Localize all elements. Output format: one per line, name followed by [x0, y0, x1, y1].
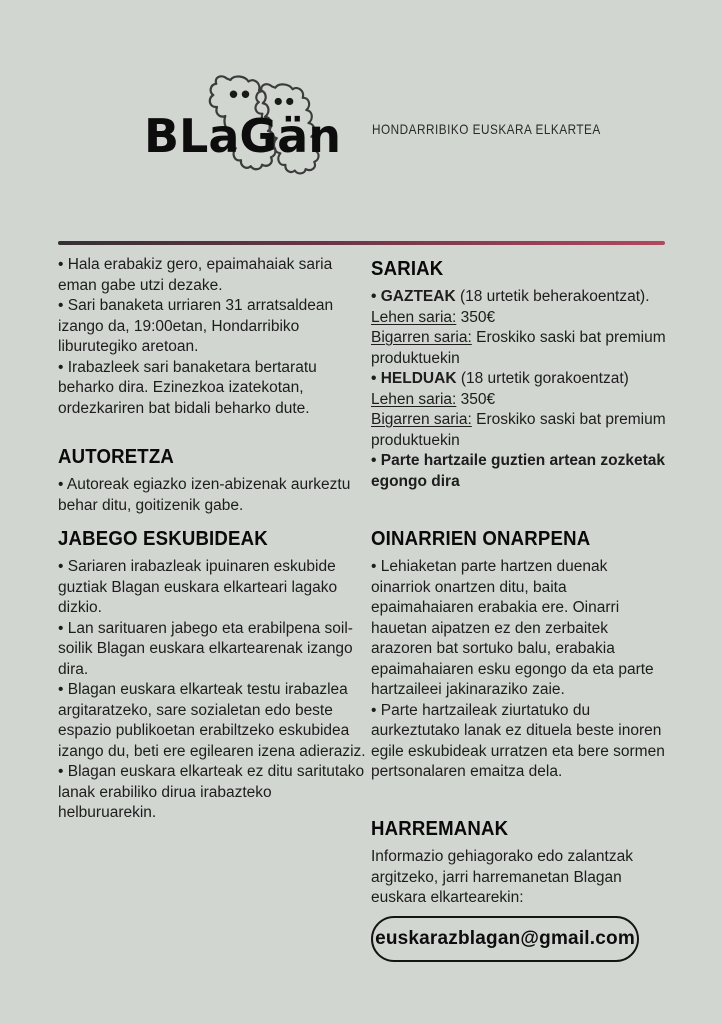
intro-bullet-3: • Irabazleek sari banaketara bertaratu beharko dira. Ezinezkoa izatekotan, ordezkariren bat bidali beharko dute.	[58, 358, 317, 417]
logo-creatures-icon	[144, 72, 359, 187]
intro-bullet-1: • Hala erabakiz gero, epaimahaiak saria eman gabe utzi dezake.	[58, 256, 333, 294]
oinarrien-heading: OINARRIEN ONARPENA	[371, 528, 591, 550]
bigarren-saria-value: Eroskiko saski bat premium produktuekin	[371, 329, 666, 367]
sariak-helduak-line	[371, 369, 669, 390]
accent-divider	[58, 241, 665, 245]
sariak-helduak-bigarren	[371, 410, 669, 451]
section-sariak	[371, 258, 669, 492]
oinarrien-bullet-1: • Lehiaketan parte hartzen duenak oinarriok onartzen ditu, baita epaimahaiaren erabakia ere. Oinarri hauetan aipatzen ez den zerbaitek arazoren bat sortuko balu, erabakia epaimahaiaren esku egongo da eta parte hartzaileei jakinaraziko zaie.	[371, 558, 654, 698]
sariak-zozketa-line: • Parte hartzaile guztien artean zozketak egongo dira	[371, 452, 665, 490]
jabego-heading: JABEGO ESKUBIDEAK	[58, 528, 268, 550]
gazteak-rest: (18 urtetik beherakoentzat).	[455, 288, 650, 305]
bigarren-saria-label: Bigarren saria:	[371, 329, 472, 346]
logo-text: BLaGän	[144, 109, 341, 163]
email-contact-button[interactable]: euskarazblagan@gmail.com	[371, 916, 639, 962]
section-oinarrien	[371, 528, 669, 783]
autoretza-heading: AUTORETZA	[58, 446, 175, 468]
lehen-saria-label: Lehen saria:	[371, 308, 457, 326]
jabego-bullet-3: • Blagan euskara elkarteak testu irabazlea argitaratzeko, sare sozialetan edo beste espazio publikoetan erabiltzeko eskubidea izango du, beti ere egilearen izena adieraziz.	[58, 681, 366, 760]
lehen-saria-label-2: Lehen saria:	[371, 390, 457, 408]
harremanak-heading: HARREMANAK	[371, 818, 509, 840]
oinarrien-bullet-2: • Parte hartzaileak ziurtatuko du aurkeztutako lanak ez dituela beste inoren egile eskubideak urratzen eta bere sormen pertsonalaren emaitza dela.	[371, 701, 665, 780]
lehen-saria-value: 350€	[456, 308, 496, 326]
helduak-label: • HELDUAK	[371, 370, 457, 387]
gazteak-label: • GAZTEAK	[371, 288, 456, 305]
lehen-saria-value-2: 350€	[456, 390, 496, 408]
section-jabego	[58, 528, 366, 824]
bigarren-saria-value-2: Eroskiko saski bat premium produktuekin	[371, 411, 666, 449]
section-autoretza	[58, 446, 366, 516]
intro-bullet-2: • Sari banaketa urriaren 31 arratsaldean izango da, 19:00etan, Hondarribiko liburutegiko aretoan.	[58, 297, 334, 355]
sariak-gazteak-lehen	[371, 308, 669, 329]
autoretza-bullet-1: • Autoreak egiazko izen-abizenak aurkeztu behar ditu, goitizenik gabe.	[58, 476, 351, 514]
sariak-heading: SARIAK	[371, 258, 444, 280]
org-tagline: HONDARRIBIKO EUSKARA ELKARTEA	[372, 121, 601, 137]
helduak-rest: (18 urtetik gorakoentzat)	[456, 370, 629, 387]
section-intro	[58, 255, 366, 419]
sariak-gazteak-line	[371, 287, 669, 308]
harremanak-text: Informazio gehiagorako edo zalantzak argitzeko, jarri harremanetan Blagan euskara elkartearekin:	[371, 848, 633, 906]
sariak-helduak-lehen	[371, 390, 669, 411]
bigarren-saria-label-2: Bigarren saria:	[371, 411, 472, 428]
blagan-logo	[144, 72, 359, 187]
jabego-bullet-4: • Blagan euskara elkarteak ez ditu saritutako lanak erabiliko dirua irabazteko helburuarekin.	[58, 763, 365, 821]
jabego-bullet-1: • Sariaren irabazleak ipuinaren eskubide guztiak Blagan euskara elkarteari lagako dizkio.	[58, 558, 338, 616]
section-harremanak	[371, 818, 669, 909]
jabego-bullet-2: • Lan sarituaren jabego eta erabilpena soil-soilik Blagan euskara elkartearenak izango dira.	[58, 619, 353, 678]
sariak-gazteak-bigarren	[371, 328, 669, 369]
